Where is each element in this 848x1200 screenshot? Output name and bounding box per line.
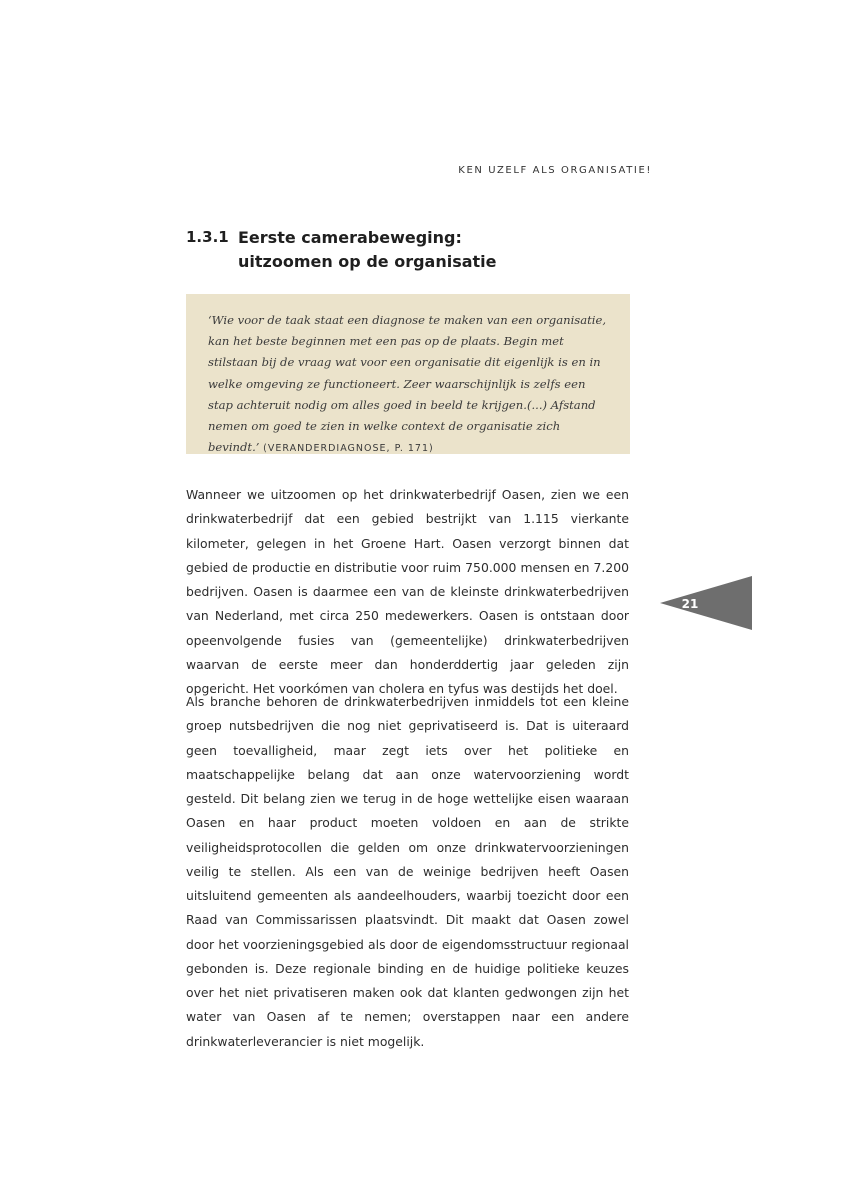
section-title: Eerste camerabeweging: uitzoomen op de organisatie bbox=[238, 228, 497, 271]
quote-box bbox=[186, 294, 630, 454]
page-number-marker bbox=[660, 576, 752, 630]
body-paragraph-2: Als branche behoren de drinkwaterbedrijven inmiddels tot een kleine groep nutsbedrijven die nog niet geprivatiseerd is. Dat is uiteraard geen toevalligheid, maar zegt iets over het politieke en maatschappelijke belang dat aan onze watervoorziening wordt gesteld. Dit belang zien we terug in de hoge wettelijke eisen waaraan Oasen en haar product moeten voldoen en aan de strikte veiligheidsprotocollen die gelden om onze drinkwatervoorzieningen veilig te stellen. Als een van de weinige bedrijven heeft Oasen uitsluitend gemeenten als aandeelhouders, waarbij toezicht door een Raad van Commissarissen plaatsvindt. Dit maakt dat Oasen zowel door het voorzieningsgebied als door de eigendomsstructuur regionaal gebonden is. Deze regionale binding en de huidige politieke keuzes over het niet privatiseren maken ook dat klanten gedwongen zijn het water van Oasen af te nemen; overstappen naar een andere drinkwaterleverancier is niet mogelijk. bbox=[186, 694, 629, 1049]
section-number: 1.3.1 bbox=[186, 228, 229, 246]
quote-block bbox=[208, 310, 608, 459]
page-number: 21 bbox=[681, 597, 699, 611]
quote-text: ‘Wie voor de taak staat een diagnose te maken van een organisatie, kan het beste beginnen met een pas op de plaats. Begin met stilstaan bij de vraag wat voor een organisatie dit eigenlijk is en in welke omgeving ze functioneert. Zeer waarschijnlijk is zelfs een stap achteruit nodig om alles goed in beeld te krijgen.(...) Afstand nemen om goed te zien in welke context de organisatie zich bevindt.’ bbox=[208, 313, 607, 455]
running-header: KEN UZELF ALS ORGANISATIE! bbox=[458, 165, 652, 176]
body-paragraph-1: Wanneer we uitzoomen op het drinkwaterbedrijf Oasen, zien we een drinkwaterbedrijf dat een gebied bestrijkt van 1.115 vierkante kilometer, gelegen in het Groene Hart. Oasen verzorgt binnen dat gebied de productie en distributie voor ruim 750.000 mensen en 7.200 bedrijven. Oasen is daarmee een van de kleinste drinkwaterbedrijven van Nederland, met circa 250 medewerkers. Oasen is ontstaan door opeenvolgende fusies van (gemeentelijke) drinkwaterbedrijven waarvan de eerste meer dan honderddertig jaar geleden zijn opgericht. Het voorkómen van cholera en tyfus was destijds het doel. bbox=[186, 487, 629, 696]
section-heading bbox=[186, 226, 558, 274]
quote-source: (VERANDERDIAGNOSE, P. 171) bbox=[263, 443, 434, 455]
